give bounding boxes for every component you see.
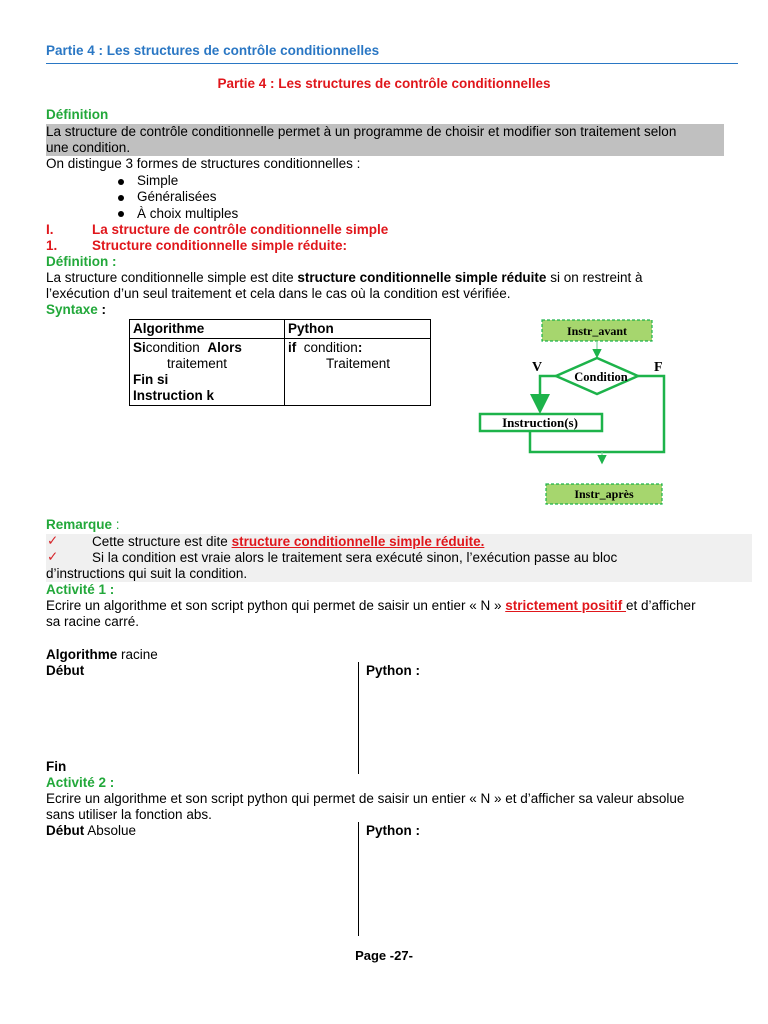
activite1-heading: Activité 1 :	[46, 582, 115, 597]
instructions-label: Instruction(s)	[502, 415, 578, 430]
bullet-dot	[118, 211, 124, 217]
remarque-point1	[92, 534, 484, 550]
activite1-algo-label: Algorithme	[46, 647, 118, 662]
remarque-point2-line2: d’instructions qui suit la condition.	[46, 566, 248, 581]
activite2-debut: Début	[46, 823, 85, 838]
definition2-text-a: La structure conditionnelle simple est dite	[46, 270, 298, 285]
true-branch-arrow	[540, 376, 556, 409]
running-header: Partie 4 : Les structures de contrôle conditionnelles	[46, 43, 380, 58]
table-row	[130, 339, 431, 406]
flowchart-diagram	[470, 312, 690, 510]
activite1-python-label: Python :	[366, 663, 420, 678]
algo-instruction-k: Instruction k	[133, 388, 215, 403]
activite1-algo-name: racine	[117, 647, 158, 662]
definition2-line2: l’exécution d’un seul traitement et cela dans le cas où la condition est vérifiée.	[46, 286, 511, 301]
python-colon: :	[357, 340, 363, 355]
activite1-debut: Début	[46, 663, 85, 678]
instr-avant-label: Instr_avant	[566, 324, 628, 338]
table-header-python: Python	[285, 320, 431, 339]
syntaxe-heading-line	[46, 302, 106, 318]
checkmark-icon: ✓	[47, 533, 59, 548]
bullet-dot	[118, 179, 124, 185]
form-item-simple: Simple	[137, 173, 179, 188]
activite1-column-divider	[358, 662, 359, 774]
activite2-python-label: Python :	[366, 823, 420, 838]
keyword-alors: Alors	[207, 340, 242, 355]
keyword-if: if	[288, 340, 297, 355]
section-title: La structure de contrôle conditionnelle simple	[92, 222, 389, 237]
definition-text-line2: une condition.	[46, 140, 131, 155]
table-header-algorithme: Algorithme	[130, 320, 285, 339]
remarque-point2-line1: Si la condition est vraie alors le traitement sera exécuté sinon, l’exécution passe au bloc	[92, 550, 618, 565]
definition2-text-c: si on restreint à	[546, 270, 643, 285]
activite1-text-c: et d’afficher	[626, 598, 696, 613]
remarque-point1-term: structure conditionnelle simple réduite.	[231, 534, 485, 549]
definition2-line1	[46, 270, 642, 286]
activite2-heading: Activité 2 :	[46, 775, 115, 790]
python-traitement: Traitement	[326, 356, 391, 371]
page-title: Partie 4 : Les structures de contrôle conditionnelles	[217, 76, 551, 91]
remarque-heading: Remarque	[46, 517, 113, 532]
form-item-choix-multiples: À choix multiples	[137, 206, 239, 221]
activite1-emphasis: strictement positif	[505, 598, 627, 613]
activite1-line2: sa racine carré.	[46, 614, 140, 629]
syntax-table	[129, 319, 431, 406]
true-label-v: V	[532, 360, 543, 375]
table-header-row	[130, 320, 431, 339]
remarque-point1-text: Cette structure est dite	[92, 534, 232, 549]
subsection-number: 1.	[46, 238, 58, 253]
activite2-column-divider	[358, 822, 359, 936]
condition-label: Condition	[574, 370, 628, 384]
form-item-generalisees: Généralisées	[137, 189, 217, 204]
activite2-line2: sans utiliser la fonction abs.	[46, 807, 212, 822]
algo-traitement: traitement	[167, 356, 228, 371]
python-condition: condition	[300, 340, 358, 355]
python-syntax-cell	[285, 339, 431, 406]
activite1-fin: Fin	[46, 759, 67, 774]
definition-heading: Définition	[46, 107, 109, 122]
syntaxe-heading: Syntaxe	[46, 302, 98, 317]
algo-syntax-cell	[130, 339, 285, 406]
forms-intro: On distingue 3 formes de structures conditionnelles :	[46, 156, 361, 171]
definition-text-line1: La structure de contrôle conditionnelle permet à un programme de choisir et modifier son traitement selon	[46, 124, 677, 139]
activite2-algo-name: Absolue	[84, 823, 137, 838]
keyword-si: Si	[133, 340, 146, 355]
subsection-title: Structure conditionnelle simple réduite:	[92, 238, 348, 253]
syntaxe-colon: :	[97, 302, 107, 317]
activite1-text-a: Ecrire un algorithme et son script python qui permet de saisir un entier « N »	[46, 598, 506, 613]
activite1-line1	[46, 598, 696, 614]
remarque-colon: :	[112, 517, 120, 532]
header-divider	[46, 63, 738, 64]
section-number: I.	[46, 222, 54, 237]
remarque-heading-line	[46, 517, 120, 533]
algo-condition: condition	[145, 340, 200, 355]
activite1-algo-line	[46, 647, 158, 663]
page-number: Page -27-	[355, 948, 413, 963]
bullet-dot	[118, 195, 124, 201]
false-label-f: F	[654, 360, 663, 375]
definition2-term: structure conditionnelle simple réduite	[297, 270, 547, 285]
definition2-heading: Définition :	[46, 254, 117, 269]
instr-apres-label: Instr_après	[574, 487, 634, 501]
keyword-fin-si: Fin si	[133, 372, 169, 387]
activite2-debut-line	[46, 823, 136, 839]
activite2-line1: Ecrire un algorithme et son script python qui permet de saisir un entier « N » et d’afficher sa valeur absolue	[46, 791, 685, 806]
checkmark-icon: ✓	[47, 549, 59, 564]
